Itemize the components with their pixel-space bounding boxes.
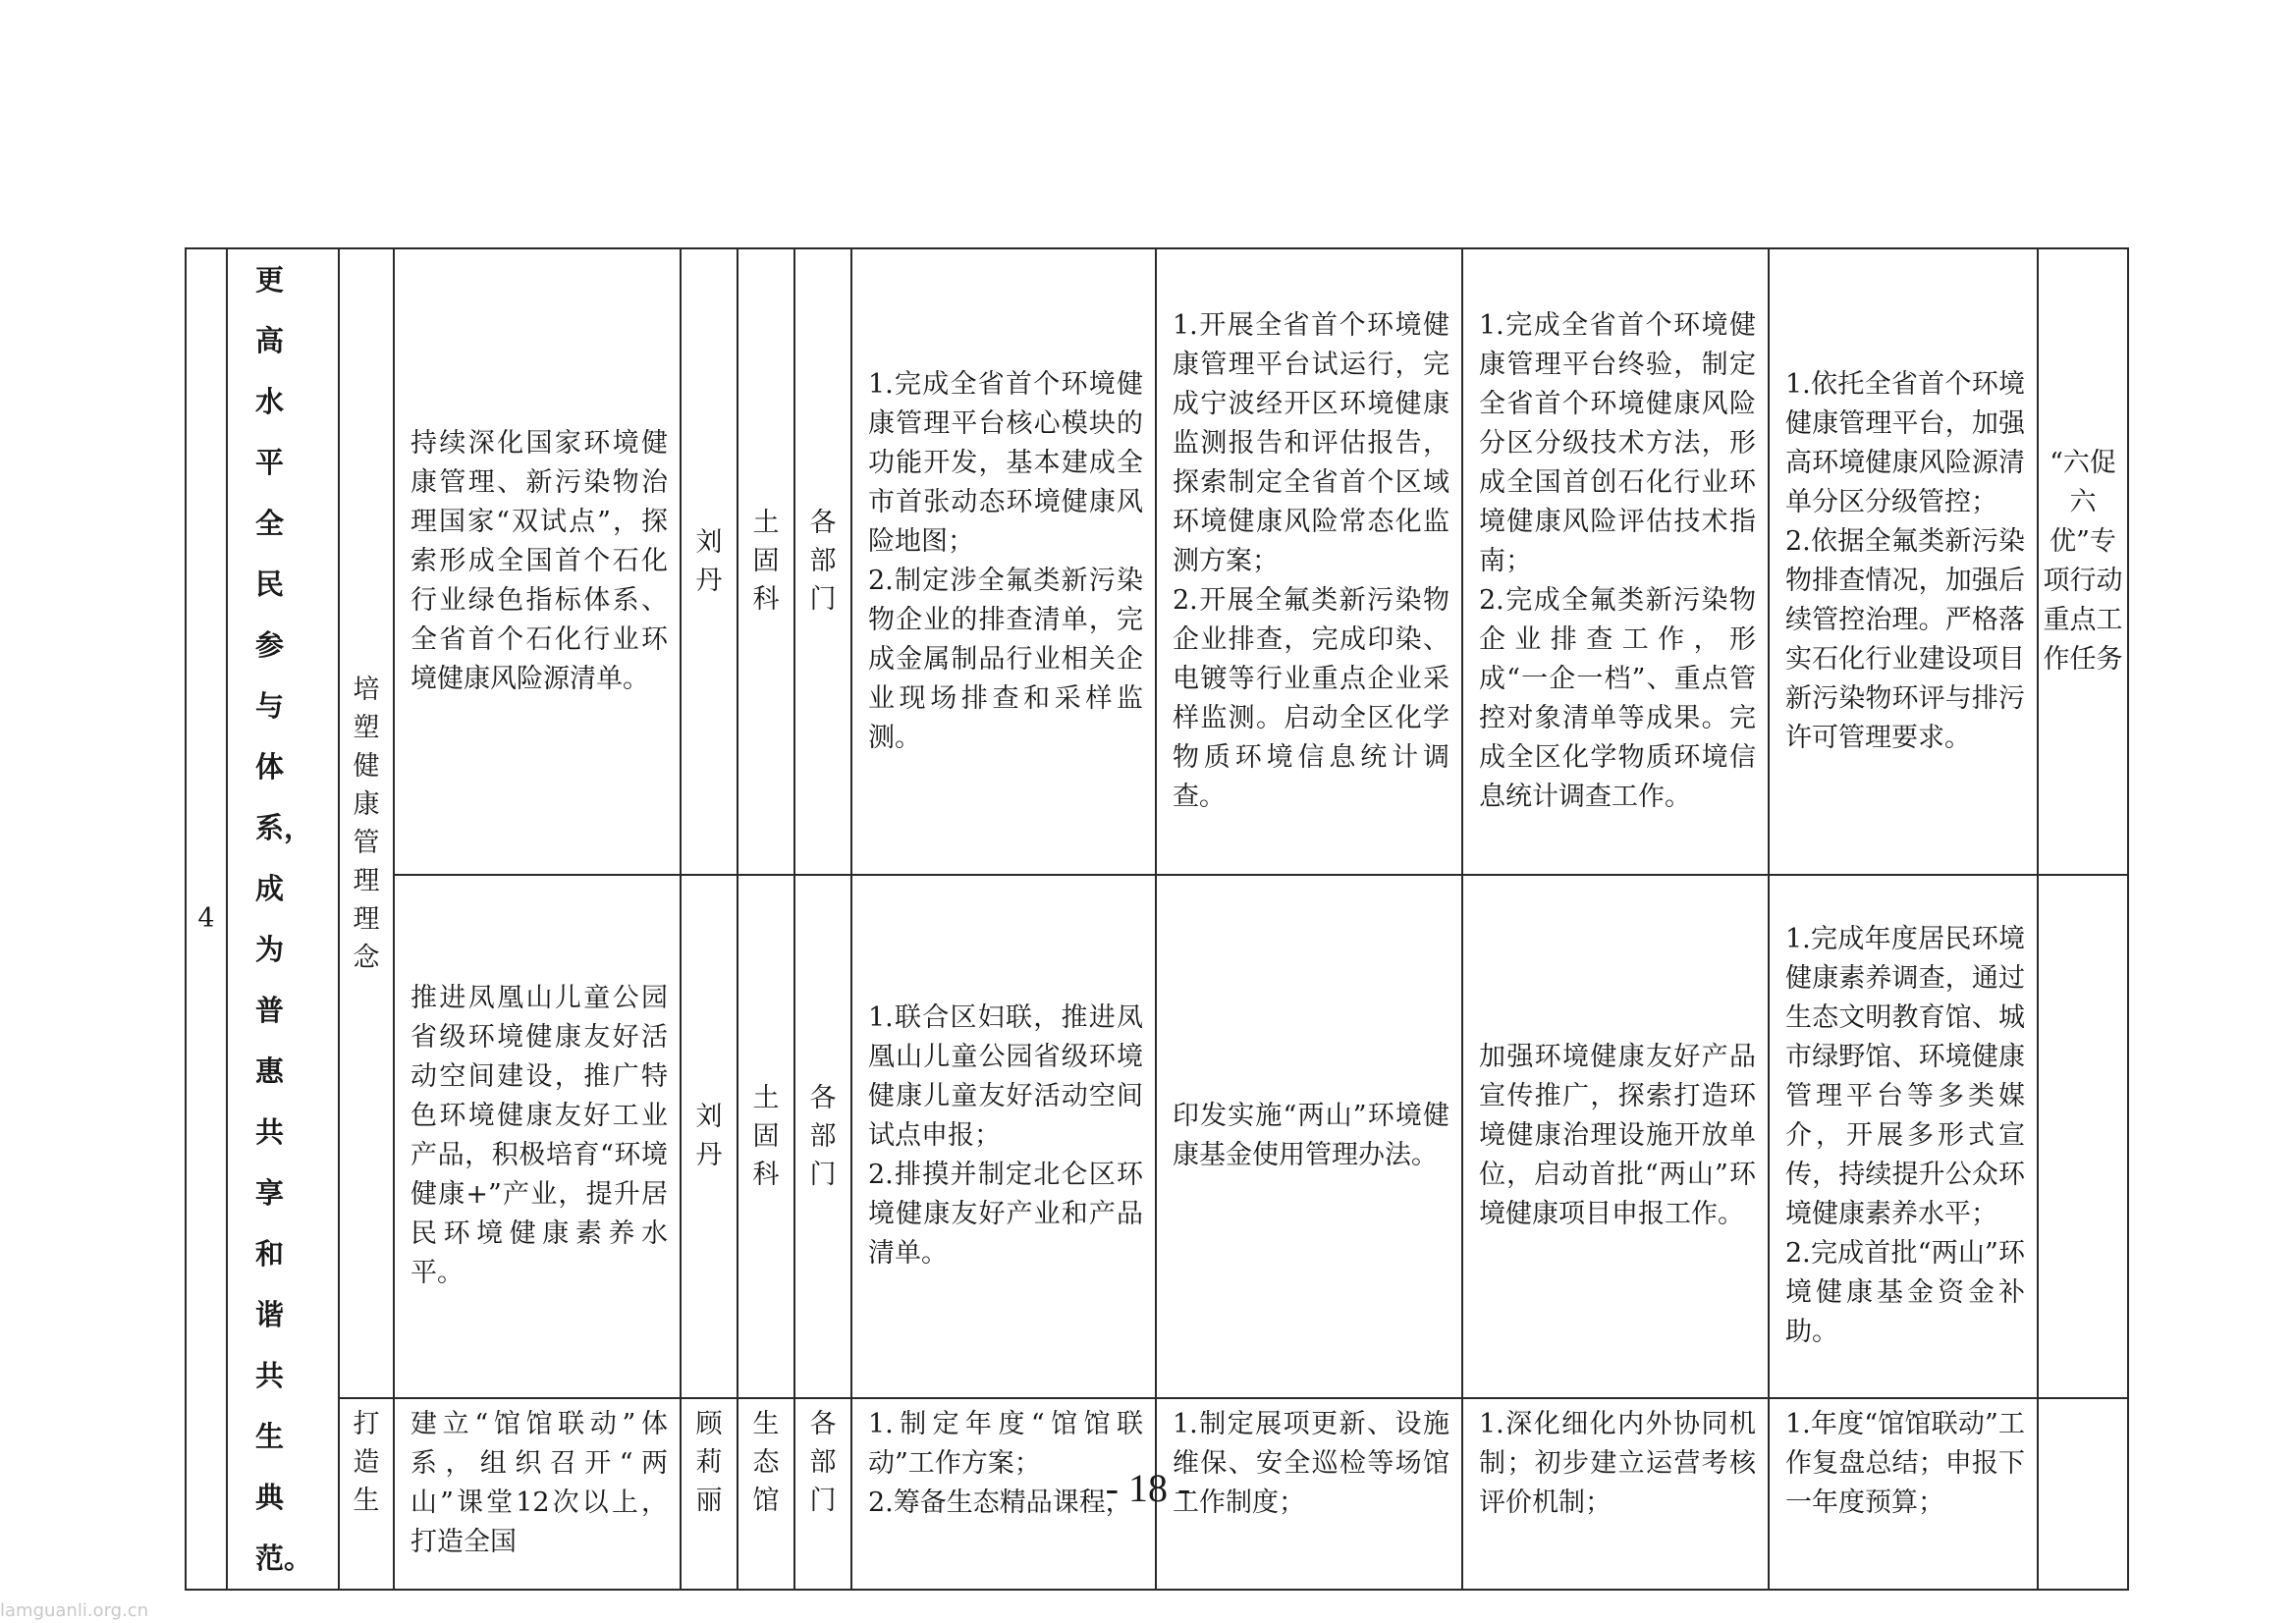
note-cell bbox=[2038, 248, 2128, 875]
coop-text: 各部门 bbox=[809, 1409, 837, 1517]
lead-dept-cell bbox=[738, 875, 794, 1398]
coop-cell bbox=[794, 248, 851, 875]
q2-text: 印发实施“两山”环境健康基金使用管理办法。 bbox=[1173, 1101, 1449, 1171]
table-row bbox=[186, 248, 2128, 875]
q3-text: 1.深化细化内外协同机制；初步建立运营考核评价机制； bbox=[1479, 1409, 1756, 1519]
coop-cell bbox=[794, 875, 851, 1398]
note-text: “六促六优”专项行动重点工作任务 bbox=[2043, 447, 2123, 675]
lead-dept-text: 土固科 bbox=[752, 508, 780, 616]
q4-text: 1.年度“馆馆联动”工作复盘总结；申报下一年度预算； bbox=[1785, 1409, 2025, 1519]
q3-cell bbox=[1462, 875, 1769, 1398]
q3-cell bbox=[1462, 248, 1769, 875]
row-number-cell bbox=[186, 248, 227, 1590]
lead-dept-text: 生态馆 bbox=[752, 1409, 780, 1517]
content-text: 持续深化国家环境健康管理、新污染物治理国家“双试点”，探索形成全国首个石化行业绿色指标体系、全省首个石化行业环境健康风险源清单。 bbox=[410, 427, 668, 694]
leader-text: 刘丹 bbox=[695, 1102, 723, 1171]
page-number: - 18 - bbox=[1105, 1466, 1191, 1510]
q2-text: 1.开展全省首个环境健康管理平台试运行，完成宁波经开区环境健康监测报告和评估报告，探索制定全省首个区域环境健康风险常态化监测方案； 2.开展全氟类新污染物企业排查，完成印染、电镀等行业重点企业采样监测。启动全区化学物质环境信息统计调查。 bbox=[1173, 309, 1449, 812]
task-text: 培塑健康管理理念 bbox=[353, 674, 380, 973]
q2-text: 1.制定展项更新、设施维保、安全巡检等场馆工作制度； bbox=[1173, 1409, 1449, 1519]
watermark: lamguanli.org.cn bbox=[0, 1600, 149, 1621]
q4-cell bbox=[1769, 875, 2038, 1398]
q1-text: 1.制定年度“馆馆联动”工作方案； 2.筹备生态精品课程， bbox=[868, 1409, 1143, 1519]
q1-text: 1.联合区妇联，推进凤凰山儿童公园省级环境健康儿童友好活动空间试点申报； 2.排摸并制定北仑区环境健康友好产业和产品清单。 bbox=[868, 1002, 1143, 1270]
q4-cell bbox=[1769, 248, 2038, 875]
q1-text: 1.完成全省首个环境健康管理平台核心模块的功能开发，基本建成全市首张动态环境健康风险地图； 2.制定涉全氟类新污染物企业的排查清单，完成金属制品行业相关企业现场排查和采样监测。 bbox=[868, 368, 1143, 753]
leader-cell bbox=[681, 875, 738, 1398]
q2-cell bbox=[1156, 248, 1462, 875]
coop-text: 各部门 bbox=[809, 1082, 837, 1190]
q3-text: 加强环境健康友好产品宣传推广，探索打造环境健康治理设施开放单位，启动首批“两山”环境健康项目申报工作。 bbox=[1479, 1042, 1756, 1230]
task-text: 打造生 bbox=[353, 1409, 380, 1517]
table-row bbox=[186, 875, 2128, 1398]
q1-cell bbox=[851, 875, 1156, 1398]
lead-dept-text: 土固科 bbox=[752, 1082, 780, 1190]
q4-text: 1.完成年度居民环境健康素养调查，通过生态文明教育馆、城市绿野馆、环境健康管理平台等多类媒介，开展多形式宣传，持续提升公众环境健康素养水平； 2.完成首批“两山”环境健康基金资金补助。 bbox=[1785, 924, 2025, 1348]
goal-text: 更高水平全民参与体系，成为普惠共享和谐共生典范。 bbox=[255, 263, 313, 1575]
row-number: 4 bbox=[197, 903, 215, 934]
note-cell bbox=[2038, 875, 2128, 1398]
goal-cell bbox=[227, 248, 339, 1590]
leader-text: 刘丹 bbox=[695, 526, 723, 596]
task-cell bbox=[339, 248, 394, 1398]
q2-cell bbox=[1156, 875, 1462, 1398]
leader-cell bbox=[681, 248, 738, 875]
coop-text: 各部门 bbox=[809, 508, 837, 616]
q4-text: 1.依托全省首个环境健康管理平台，加强高环境健康风险源清单分区分级管控； 2.依据全氟类新污染物排查情况，加强后续管控治理。严格落实石化行业建设项目新污染物环评与排污许可管理要求。 bbox=[1785, 368, 2025, 753]
leader-text: 顾莉丽 bbox=[695, 1409, 723, 1517]
q3-text: 1.完成全省首个环境健康管理平台终验，制定全省首个环境健康风险分区分级技术方法，形成全国首创石化行业环境健康风险评估技术指南； 2.完成全氟类新污染物企业排查工作，形成“一企一档”、重点管控对象清单等成果。完成全区化学物质环境信息统计调查工作。 bbox=[1479, 309, 1756, 812]
content-text: 推进凤凰山儿童公园省级环境健康友好活动空间建设，推广特色环境健康友好工业产品，积极培育“环境健康+”产业，提升居民环境健康素养水平。 bbox=[410, 983, 668, 1289]
lead-dept-cell bbox=[738, 248, 794, 875]
content-cell bbox=[394, 248, 681, 875]
content-text: 建立“馆馆联动”体系，组织召开“两山”课堂12次以上，打造全国 bbox=[410, 1409, 668, 1558]
content-cell bbox=[394, 875, 681, 1398]
q1-cell bbox=[851, 248, 1156, 875]
work-plan-table bbox=[185, 247, 2129, 1591]
